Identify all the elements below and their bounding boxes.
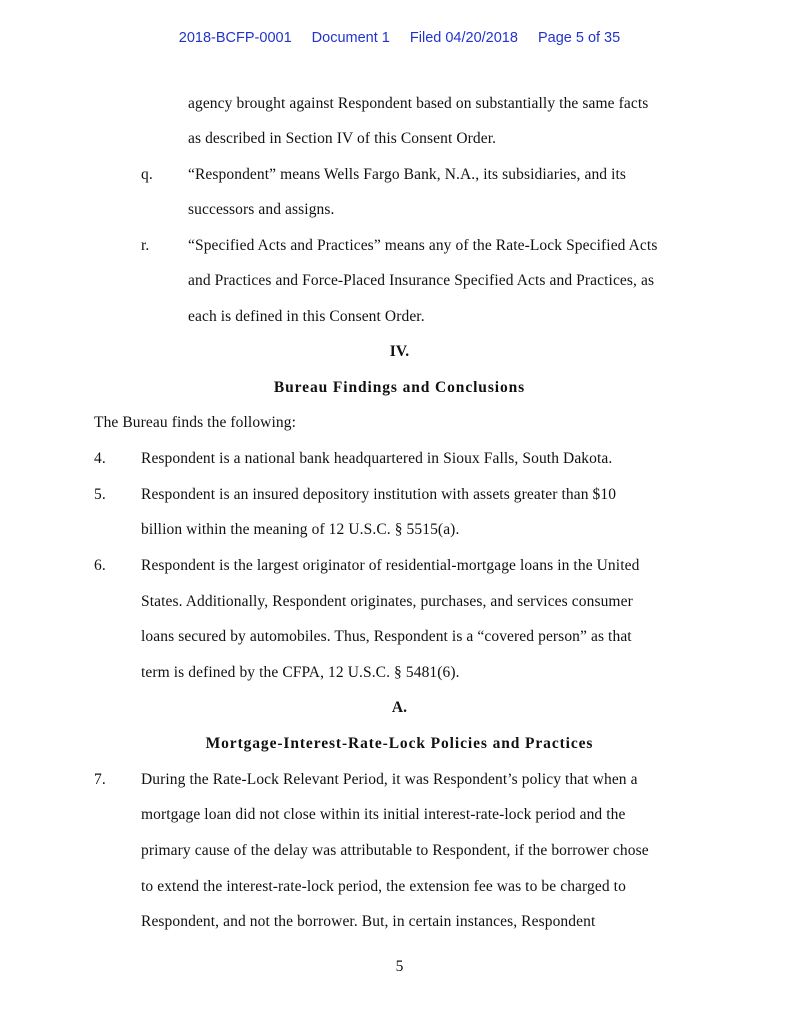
text-line: “Respondent” means Wells Fargo Bank, N.A., its subsidiaries, and its xyxy=(188,166,627,183)
item-label: r. xyxy=(141,237,150,254)
filing-header xyxy=(0,30,799,46)
text-line: Respondent is an insured depository institution with assets greater than $10 xyxy=(141,486,617,503)
section-title: Bureau Findings and Conclusions xyxy=(273,379,526,396)
paragraph-number: 5. xyxy=(94,486,106,503)
page-of-label: Page 5 of 35 xyxy=(537,30,621,46)
text-line: successors and assigns. xyxy=(188,201,335,218)
text-line: agency brought against Respondent based on substantially the same facts xyxy=(188,95,649,112)
paragraph-number: 6. xyxy=(94,557,106,574)
text-line: term is defined by the CFPA, 12 U.S.C. § 5481(6). xyxy=(141,664,460,681)
text-line: mortgage loan did not close within its initial interest-rate-lock period and the xyxy=(141,806,626,823)
text-line: States. Additionally, Respondent originates, purchases, and services consumer xyxy=(141,593,633,610)
paragraph-number: 7. xyxy=(94,771,106,788)
text-line: billion within the meaning of 12 U.S.C. § 5515(a). xyxy=(141,521,460,538)
subsection-letter: A. xyxy=(391,699,408,716)
text-line: “Specified Acts and Practices” means any of the Rate-Lock Specified Acts xyxy=(188,237,658,254)
text-line: as described in Section IV of this Consent Order. xyxy=(188,130,497,147)
text-line: to extend the interest-rate-lock period, the extension fee was to be charged to xyxy=(141,878,626,895)
text-line: primary cause of the delay was attributable to Respondent, if the borrower chose xyxy=(141,842,649,859)
paragraph-number: 4. xyxy=(94,450,106,467)
text-line: each is defined in this Consent Order. xyxy=(188,308,425,325)
section-numeral: IV. xyxy=(389,343,410,360)
item-label: q. xyxy=(141,166,153,183)
intro-text: The Bureau finds the following: xyxy=(94,414,296,431)
text-line: Respondent is the largest originator of residential-mortgage loans in the United xyxy=(141,557,640,574)
filed-date: Filed 04/20/2018 xyxy=(409,30,518,46)
subsection-title: Mortgage-Interest-Rate-Lock Policies and Practices xyxy=(205,735,594,752)
document-label: Document 1 xyxy=(311,30,390,46)
text-line: Respondent, and not the borrower. But, in certain instances, Respondent xyxy=(141,913,596,930)
text-line: and Practices and Force-Placed Insurance Specified Acts and Practices, as xyxy=(188,272,655,289)
text-line: During the Rate-Lock Relevant Period, it was Respondent’s policy that when a xyxy=(141,771,638,788)
page-number: 5 xyxy=(395,958,404,975)
text-line: Respondent is a national bank headquartered in Sioux Falls, South Dakota. xyxy=(141,450,613,467)
text-line: loans secured by automobiles. Thus, Respondent is a “covered person” as that xyxy=(141,628,632,645)
case-number: 2018-BCFP-0001 xyxy=(178,30,292,46)
